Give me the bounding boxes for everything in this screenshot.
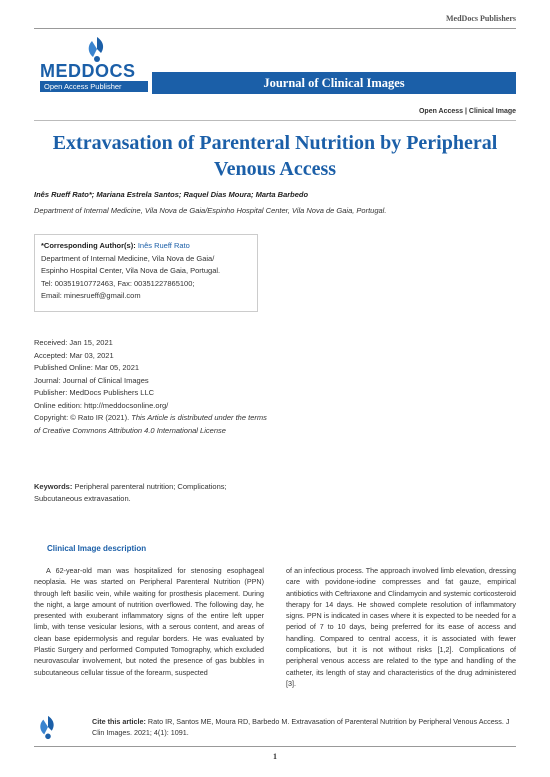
copyright: Copyright: © Rato IR (2021). bbox=[34, 413, 130, 422]
online-edition[interactable]: Online edition: http://meddocsonline.org/ bbox=[34, 400, 169, 410]
corresponding-email[interactable]: Email: minesrueff@gmail.com bbox=[41, 291, 141, 300]
cite-text: Rato IR, Santos ME, Moura RD, Barbedo M. Extravasation of Parenteral Nutrition by Peripheral Venous Access. J Clin Images. 2021; 4(1): 1091. bbox=[92, 717, 510, 737]
copyright-block bbox=[34, 412, 274, 437]
publisher-name: MedDocs Publishers bbox=[446, 14, 516, 23]
meddocs-logo-icon bbox=[83, 35, 111, 63]
header-divider bbox=[34, 28, 516, 29]
corresponding-name: Inês Rueff Rato bbox=[137, 241, 190, 250]
meddocs-footer-icon bbox=[35, 714, 61, 740]
article-type: Open Access | Clinical Image bbox=[418, 108, 516, 115]
logo-word: MEDDOCS bbox=[40, 61, 136, 81]
section-heading: Clinical Image description bbox=[47, 544, 147, 553]
affiliation: Department of Internal Medicine, Vila Nova de Gaia/Espinho Hospital Center, Vila Nova de Gaia, Portugal. bbox=[34, 206, 387, 215]
keywords-text: Peripheral parenteral nutrition; Complications; Subcutaneous extravasation. bbox=[34, 482, 227, 503]
corresponding-header bbox=[41, 240, 251, 253]
corresponding-author-box bbox=[34, 234, 258, 312]
published-date: Published Online: Mar 05, 2021 bbox=[34, 363, 140, 372]
body-column-right: of an infectious process. The approach involved limb elevation, dressing care with povidone-iodine compresses and fat gauze, empirical antibiotics with Ceftriaxone and Clindamycin and systemic corticosteroid therapy for 14 days. He showed complete resolution of inflammatory signs. PPN is indicated in cases where it is expected to be needed for a period of 7 to 10 days, being preferred for its ease of access and handling. Compared to central access, it is associated with fewer complications, but it is not without risks [1,2]. Complications of peripheral venous access are related to the type and handling of the catheter, its length of stay and characteristics of the drug administered [3]. bbox=[286, 566, 516, 688]
citation bbox=[92, 716, 516, 738]
body-column-left: A 62-year-old man was hospitalized for stenosing esophageal neoplasia. He was started on Peripheral Parenteral Nutrition (PPN) through left basilic vein, while waiting for prosthesis placement. During the night, a large amount of nutrition overflowed. The following day, he presented with exuberant inflammatory signs of the entire left upper limb, with tense vesicular lesions, with a serous content, and areas of clean base epidermolysis and regular borders. He was evaluated by Plastic Surgery and performed Computed Tomography, which excluded neurovascular involvement, but noted the presence of gas bubbles in subcutaneous cellular tissue of the forearm, suspected bbox=[34, 566, 264, 677]
corresponding-label: *Corresponding Author(s): bbox=[41, 241, 136, 250]
publisher-line: Publisher: MedDocs Publishers LLC bbox=[34, 388, 155, 397]
page-number: 1 bbox=[273, 752, 277, 761]
article-title: Extravasation of Parenteral Nutrition by Peripheral Venous Access bbox=[52, 132, 498, 180]
footer-divider bbox=[34, 746, 516, 747]
corresponding-line: Tel: 00351910772463, Fax: 00351227865100; bbox=[41, 278, 195, 288]
received-date: Received: Jan 15, 2021 bbox=[34, 338, 113, 347]
keywords bbox=[34, 481, 274, 505]
cite-label: Cite this article: bbox=[92, 717, 146, 726]
corresponding-line: Espinho Hospital Center, Vila Nova de Gaia, Portugal. bbox=[41, 266, 221, 275]
logo-subtitle: Open Access Publisher bbox=[40, 81, 148, 92]
author-list: Inês Rueff Rato*; Mariana Estrela Santos; Raquel Dias Moura; Marta Barbedo bbox=[34, 190, 309, 199]
keywords-label: Keywords: bbox=[34, 482, 73, 491]
title-divider bbox=[34, 120, 516, 121]
journal-banner: Journal of Clinical Images bbox=[152, 72, 516, 94]
article-metadata bbox=[34, 337, 274, 437]
corresponding-line: Department of Internal Medicine, Vila Nova de Gaia/ bbox=[41, 253, 215, 263]
logo bbox=[40, 62, 150, 92]
accepted-date: Accepted: Mar 03, 2021 bbox=[34, 350, 114, 360]
journal-line: Journal: Journal of Clinical Images bbox=[34, 375, 149, 385]
license: This Article is distributed under the terms of Creative Commons Attribution 4.0 International License bbox=[34, 413, 267, 435]
